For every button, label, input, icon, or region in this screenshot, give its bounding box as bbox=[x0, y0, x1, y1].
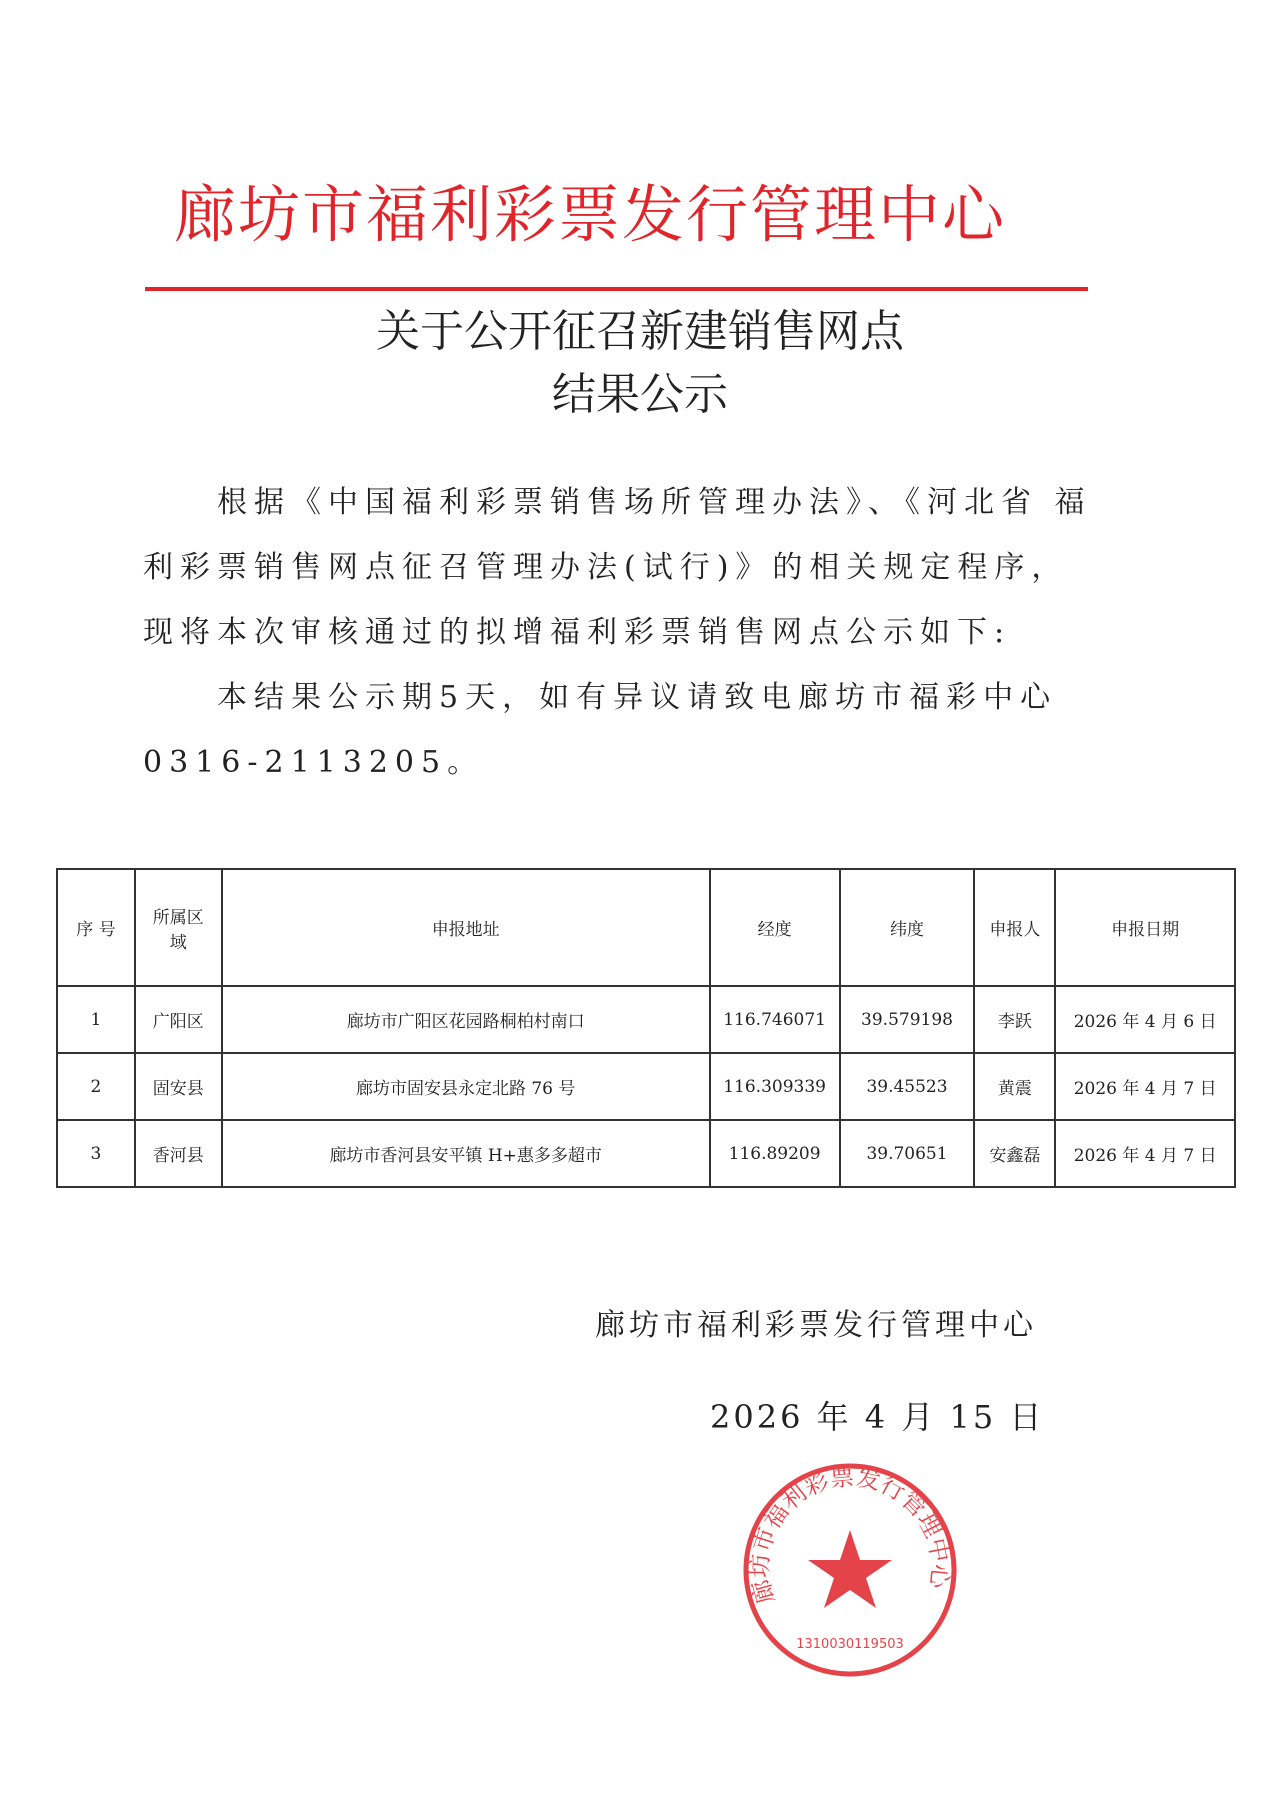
signature-org: 廊坊市福利彩票发行管理中心 bbox=[595, 1308, 1037, 1343]
table-row bbox=[57, 1053, 1235, 1120]
seal-text: 廊坊市福利彩票发行管理中心 bbox=[745, 1462, 955, 1608]
cell-applicant: 黄震 bbox=[974, 1053, 1055, 1120]
cell-date: 2026 年 4 月 6 日 bbox=[1055, 986, 1235, 1053]
header-latitude: 纬度 bbox=[840, 869, 975, 986]
header-address: 申报地址 bbox=[222, 869, 710, 986]
red-divider bbox=[145, 287, 1088, 291]
official-seal-stamp bbox=[740, 1460, 960, 1680]
header-longitude: 经度 bbox=[710, 869, 840, 986]
table-row bbox=[57, 986, 1235, 1053]
seal-code: 1310030119503 bbox=[796, 1637, 904, 1652]
cell-address: 廊坊市香河县安平镇 H+惠多多超市 bbox=[222, 1120, 710, 1187]
cell-index: 1 bbox=[57, 986, 135, 1053]
cell-applicant: 安鑫磊 bbox=[974, 1120, 1055, 1187]
cell-latitude: 39.70651 bbox=[840, 1120, 975, 1187]
body-paragraph-2: 本结果公示期5天，如有异议请致电廊坊市福彩中心0316-2113205。 bbox=[143, 680, 1058, 780]
org-title: 廊坊市福利彩票发行管理中心 bbox=[173, 178, 1006, 251]
results-table bbox=[56, 868, 1236, 1188]
cell-date: 2026 年 4 月 7 日 bbox=[1055, 1053, 1235, 1120]
cell-latitude: 39.579198 bbox=[840, 986, 975, 1053]
cell-address: 廊坊市广阳区花园路桐柏村南口 bbox=[222, 986, 710, 1053]
cell-latitude: 39.45523 bbox=[840, 1053, 975, 1120]
cell-applicant: 李跃 bbox=[974, 986, 1055, 1053]
document-title-line2: 结果公示 bbox=[552, 369, 728, 420]
header-date: 申报日期 bbox=[1055, 869, 1235, 986]
signature-date: 2026 年 4 月 15 日 bbox=[710, 1398, 1045, 1436]
cell-index: 3 bbox=[57, 1120, 135, 1187]
cell-longitude: 116.89209 bbox=[710, 1120, 840, 1187]
header-index: 序 号 bbox=[57, 869, 135, 986]
cell-longitude: 116.746071 bbox=[710, 986, 840, 1053]
header-applicant: 申报人 bbox=[974, 869, 1055, 986]
table-row bbox=[57, 1120, 1235, 1187]
star-icon bbox=[808, 1530, 892, 1608]
cell-district: 固安县 bbox=[135, 1053, 222, 1120]
document-title-line1: 关于公开征召新建销售网点 bbox=[376, 306, 904, 357]
header-district: 所属区域 bbox=[135, 869, 222, 986]
body-paragraph-1: 根据《中国福利彩票销售场所管理办法》、《河北省 福利彩票销售网点征召管理办法(试行)》的相关规定程序，现将本次审核通过的拟增福利彩票销售网点公示如下: bbox=[143, 485, 1092, 650]
cell-address: 廊坊市固安县永定北路 76 号 bbox=[222, 1053, 710, 1120]
cell-date: 2026 年 4 月 7 日 bbox=[1055, 1120, 1235, 1187]
table-header-row bbox=[57, 869, 1235, 986]
cell-longitude: 116.309339 bbox=[710, 1053, 840, 1120]
cell-district: 香河县 bbox=[135, 1120, 222, 1187]
cell-index: 2 bbox=[57, 1053, 135, 1120]
cell-district: 广阳区 bbox=[135, 986, 222, 1053]
